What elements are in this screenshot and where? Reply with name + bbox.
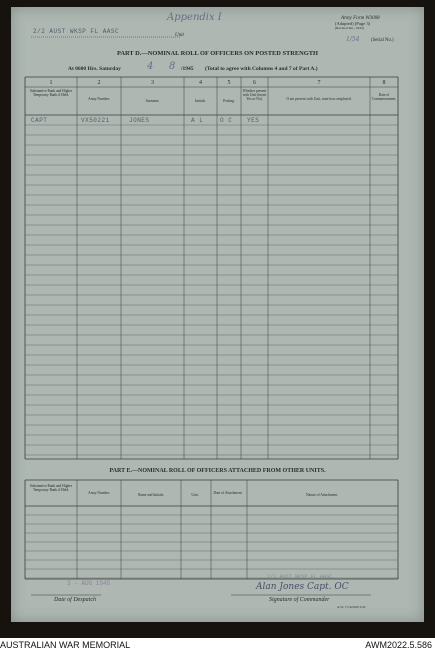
part-e-title: PART E.—NOMINAL ROLL OF OFFICERS ATTACHED FROM OTHER UNITS. [109,468,326,474]
col-num-7: 7 [317,80,321,86]
col-num-5: 5 [227,80,231,86]
row-surname: JONES [129,117,150,124]
part-e-grid [11,7,424,622]
serial-label: (Serial No.) [371,38,394,43]
col-header-initials: Initials. [195,99,206,103]
col-header-employed: If not present with Unit, state how employed. [286,97,352,101]
date-suffix: (Total to agree with Columns 4 and 7 of Part A.) [205,66,318,72]
col-num-1: 1 [49,80,53,86]
signature-label: Signature of Commander [269,597,330,603]
date-prefix: At 0600 Hrs. Saturday [68,66,121,72]
col-header-surname: Surname. [145,99,160,103]
army-form-line1: Army Form W3008 [341,16,380,21]
appendix-note: Appendix I [167,12,222,23]
unit-stamp: 2/2 AUST WKSP FL AASC [267,574,333,580]
caption-accession-number: AWM2022.5.586 [365,640,432,650]
row-initials: A L [191,117,204,124]
date-month: 8 [169,61,176,72]
unit-value: 2/2 AUST WKSP FL AASC [33,28,120,35]
e-col-header-name: Name and Initials. [137,493,165,497]
army-form-line3: (Revised Jan., 1943) [335,26,364,30]
part-d-title: PART D.—NOMINAL ROLL OF OFFICERS ON POSTED STRENGTH [117,50,318,57]
col-header-rank: Substantive Rank and Higher Temporary Rank if Held. [29,89,73,98]
army-form-page [11,7,424,622]
date-day: 4 [147,61,154,72]
unit-label: Unit [175,33,184,38]
row-present: YES [247,117,260,124]
printer-note: A.W. 17/44 600 3/45 [337,605,366,609]
e-col-header-army-number: Army Number. [88,491,110,495]
caption-institution: AUSTRALIAN WAR MEMORIAL [0,640,131,650]
col-num-2: 2 [97,80,101,86]
e-col-header-unit: Unit. [191,493,199,497]
col-num-3: 3 [151,80,154,86]
serial-value: 1/54 [346,36,360,43]
row-army-number: VX50221 [81,117,110,124]
date-year: /1945 [181,66,194,72]
row-posting: O C [220,117,233,124]
army-form-line2: (Adapted) (Page 3) [335,21,371,26]
col-num-6: 6 [253,80,256,86]
e-col-header-rank: Substantive Rank and Higher Temporary Rank if Held. [29,484,73,493]
commander-signature: Alan Jones Capt. OC [256,582,349,592]
col-num-8: 8 [382,80,386,86]
e-col-header-attachment-date: Date of Attachment. [213,491,243,495]
row-rank: CAPT [31,117,48,124]
despatch-stamp: 3 - AUG 1945 [67,580,111,587]
col-header-date: Date of Commencement. [371,93,397,102]
col-header-present: Whether present with Unit (insert Yes or No). [242,89,267,102]
col-num-4: 4 [199,80,202,86]
col-header-army-number: Army Number. [88,97,110,101]
caption-bar [0,638,435,653]
col-header-posting: Posting. [223,99,235,103]
despatch-label: Date of Despatch [54,597,96,603]
e-col-header-nature: Nature of Attachment. [305,493,339,497]
